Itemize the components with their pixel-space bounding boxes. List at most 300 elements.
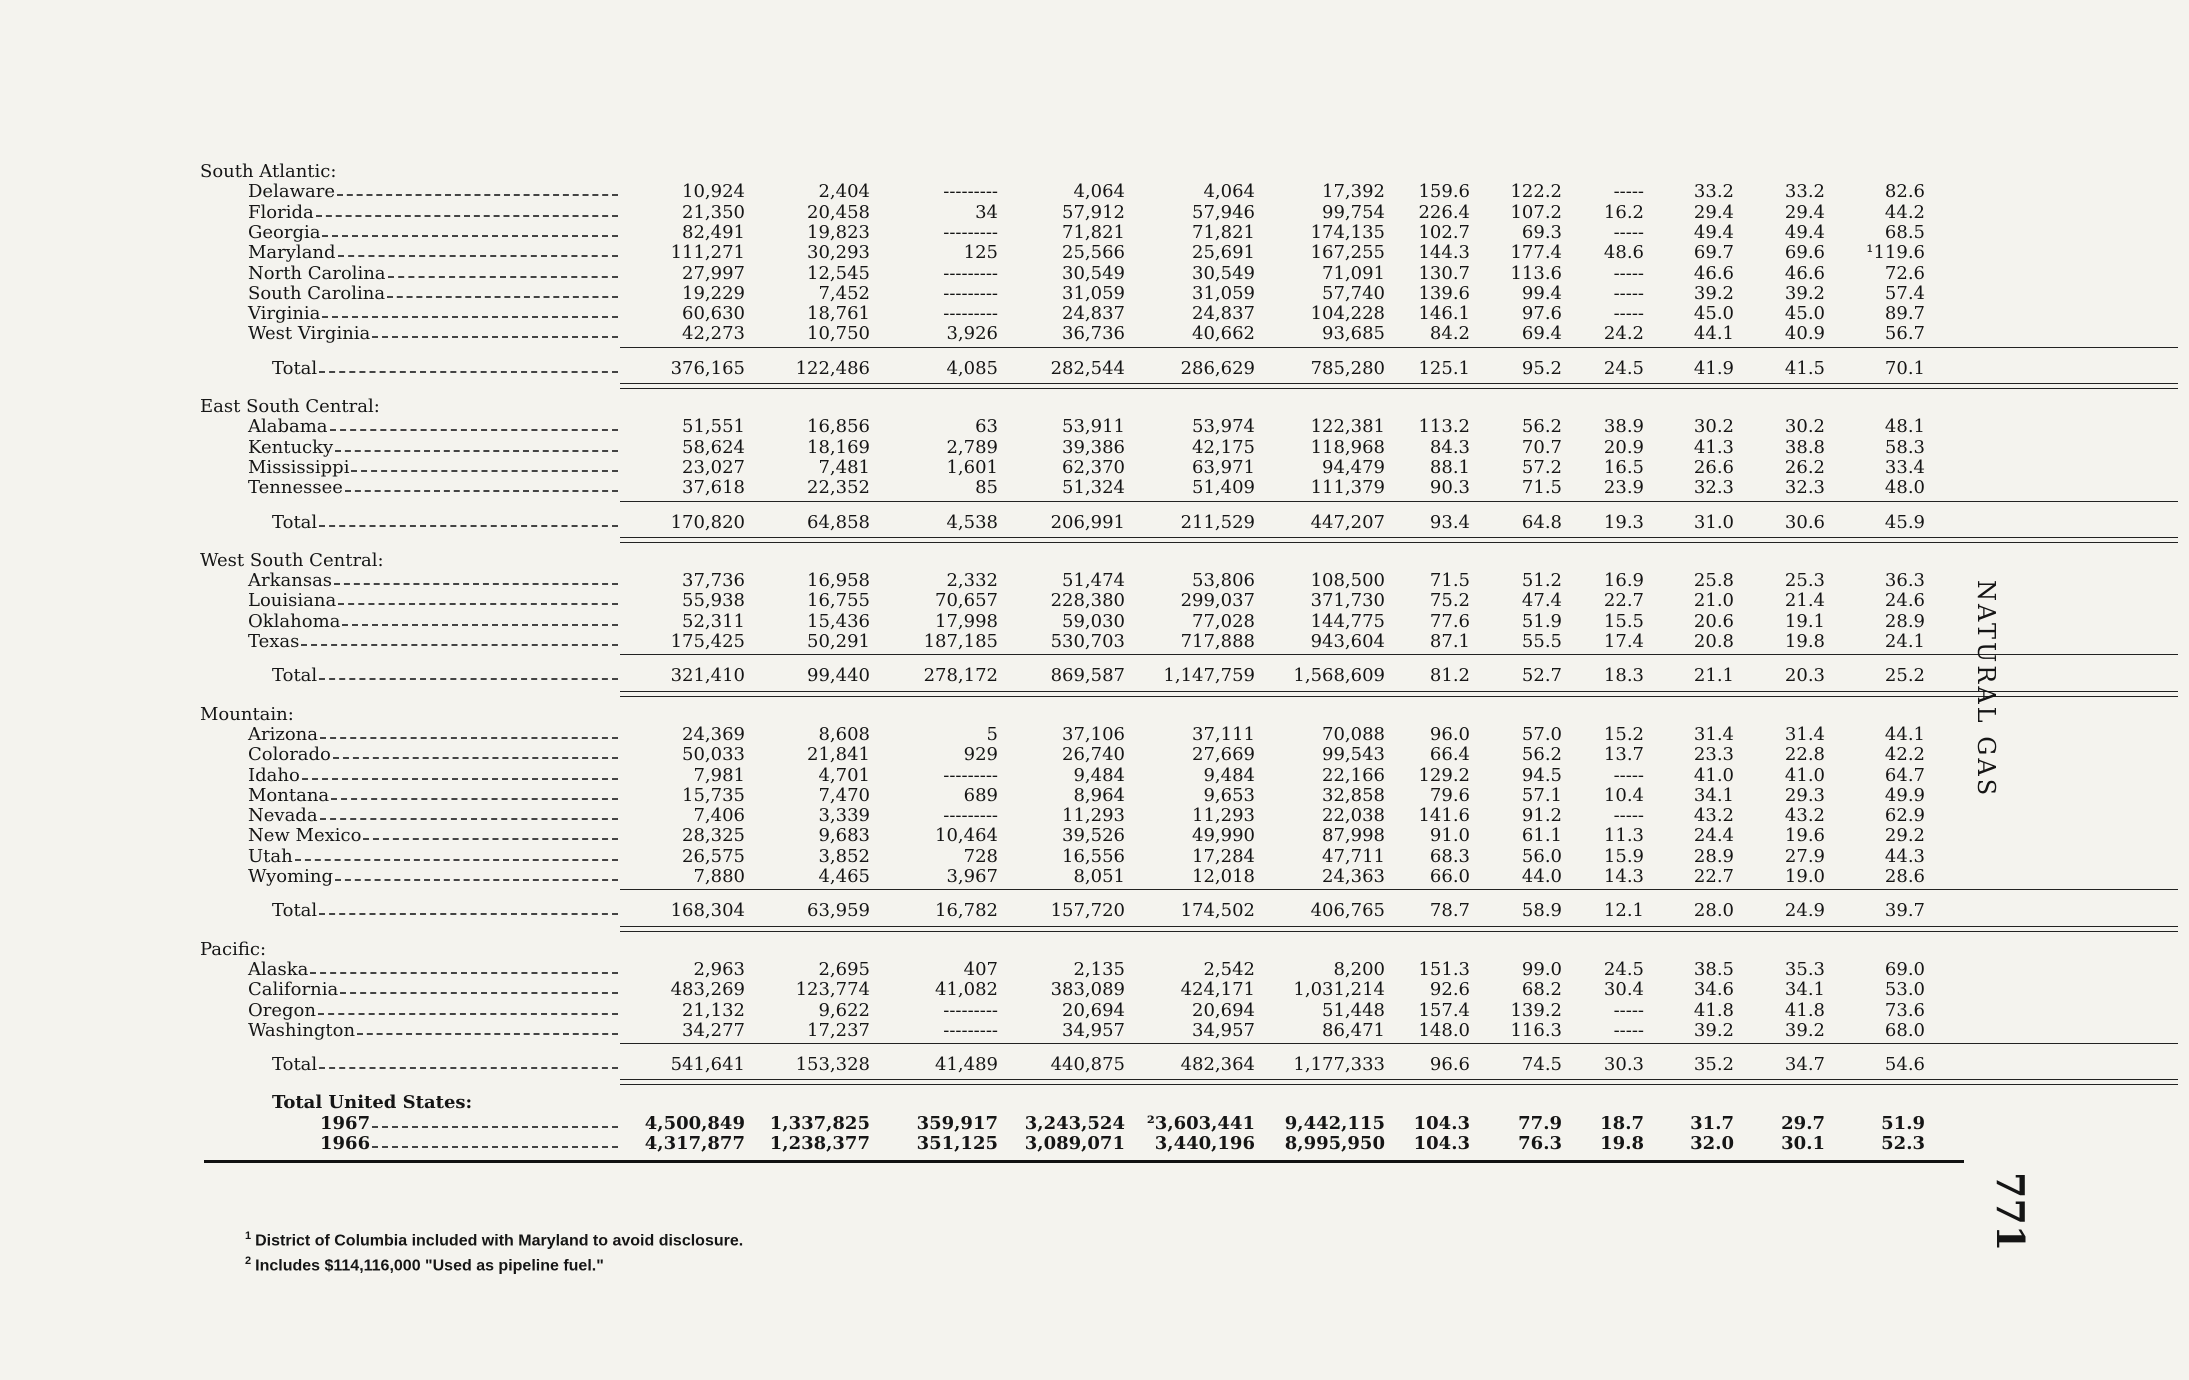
leader-dots	[320, 737, 618, 739]
table-cell: 2,332	[946, 570, 998, 592]
table-row	[200, 324, 1980, 344]
table-cell: 141.6	[1418, 805, 1470, 827]
table-cell: 122,486	[795, 357, 870, 379]
table-row	[200, 826, 1980, 846]
table-cell: 4,064	[1073, 181, 1125, 203]
table-cell: 87,998	[1322, 825, 1385, 847]
table-cell: 21.1	[1693, 665, 1734, 687]
table-cell: 31.4	[1784, 723, 1825, 745]
table-row	[200, 867, 1980, 887]
table-cell: 31,059	[1062, 282, 1125, 304]
table-cell: 44.3	[1884, 845, 1925, 867]
table-cell: 1,337,825	[769, 1112, 870, 1134]
table-cell: 37,106	[1062, 723, 1125, 745]
table-cell: 82,491	[682, 221, 745, 243]
leader-dots	[320, 818, 618, 820]
table-cell: 38.9	[1603, 416, 1644, 438]
table-cell: 57.0	[1521, 723, 1562, 745]
leader-dots	[333, 757, 618, 759]
table-cell: ---------	[943, 221, 998, 243]
table-cell: 24,837	[1192, 303, 1255, 325]
table-rule	[620, 347, 2178, 348]
row-label: Total	[272, 357, 318, 379]
table-cell: 2,135	[1073, 958, 1125, 980]
leader-dots	[302, 778, 618, 780]
table-cell: 64.7	[1884, 764, 1925, 786]
table-row	[200, 960, 1980, 980]
table-cell: 15.5	[1603, 610, 1644, 632]
table-cell: 17.4	[1603, 631, 1644, 652]
table-cell: 28.0	[1693, 900, 1734, 922]
table-cell: ---------	[943, 1019, 998, 1041]
table-cell: 8,964	[1073, 784, 1125, 806]
row-label: Total	[272, 1054, 318, 1076]
table-cell: 23.9	[1603, 477, 1644, 499]
row-label: Delaware	[248, 181, 335, 203]
row-label: 1966	[320, 1133, 371, 1154]
table-cell: 45.0	[1784, 303, 1825, 325]
table-cell: 48.0	[1884, 477, 1925, 499]
table-cell: 17,284	[1192, 845, 1255, 867]
table-cell: 174,135	[1310, 221, 1385, 243]
table-cell: 146.1	[1418, 303, 1470, 325]
table-cell: 15,735	[682, 784, 745, 806]
table-cell: 4,064	[1203, 181, 1255, 203]
table-cell: 79.6	[1429, 784, 1470, 806]
table-cell: 24.4	[1693, 825, 1734, 847]
table-cell: 41,489	[935, 1054, 998, 1076]
table-cell: 22.8	[1784, 744, 1825, 766]
table-cell: 406,765	[1310, 900, 1385, 922]
table-cell: 3,926	[946, 323, 998, 345]
table-cell: -----	[1613, 303, 1644, 325]
table-cell: 929	[963, 744, 998, 766]
table-cell: 64,858	[807, 511, 870, 533]
table-rule	[620, 691, 2178, 697]
table-cell: 99,440	[807, 665, 870, 687]
table-cell: 47,711	[1322, 845, 1385, 867]
table-cell: 34,277	[682, 1019, 745, 1041]
table-cell: 7,880	[693, 866, 745, 887]
table-cell: 49.4	[1693, 221, 1734, 243]
table-cell: 785,280	[1310, 357, 1385, 379]
table-cell: 21.4	[1784, 590, 1825, 612]
leader-dots	[319, 525, 618, 527]
table-row	[200, 182, 1980, 202]
table-cell: 37,618	[682, 477, 745, 499]
table-cell: 37,111	[1192, 723, 1255, 745]
table-cell: 34.1	[1693, 784, 1734, 806]
table-cell: 62,370	[1062, 456, 1125, 478]
section-heading: South Atlantic:	[200, 161, 337, 182]
table-cell: 102.7	[1418, 221, 1470, 243]
table-cell: ¹119.6	[1866, 242, 1925, 264]
table-cell: 24,363	[1322, 866, 1385, 887]
table-cell: 111,271	[670, 242, 745, 264]
table-cell: 8,051	[1073, 866, 1125, 887]
table-cell: 39.2	[1784, 1019, 1825, 1041]
table-cell: 70,088	[1322, 723, 1385, 745]
table-cell: 85	[975, 477, 998, 499]
table-cell: 2,963	[693, 958, 745, 980]
table-cell: 71.5	[1521, 477, 1562, 499]
table-cell: 41.0	[1784, 764, 1825, 786]
table-cell: ---------	[943, 262, 998, 284]
table-cell: 16.5	[1603, 456, 1644, 478]
table-cell: 30.2	[1784, 416, 1825, 438]
leader-dots	[319, 371, 618, 373]
section-heading: Pacific:	[200, 938, 267, 960]
table-cell: 93.4	[1429, 511, 1470, 533]
table-cell: 84.3	[1429, 436, 1470, 458]
table-cell: 71,821	[1062, 221, 1125, 243]
table-cell: 11.3	[1603, 825, 1644, 847]
leader-dots	[357, 1033, 618, 1035]
table-cell: 20.9	[1603, 436, 1644, 458]
table-cell: 39.2	[1693, 282, 1734, 304]
table-cell: 299,037	[1180, 590, 1255, 612]
table-cell: -----	[1613, 282, 1644, 304]
table-cell: 43.2	[1693, 805, 1734, 827]
row-label: Virginia	[248, 303, 321, 325]
table-cell: 26.2	[1784, 456, 1825, 478]
table-cell: 2,789	[946, 436, 998, 458]
table-cell: 11,293	[1192, 805, 1255, 827]
table-row	[200, 243, 1980, 263]
leader-dots	[342, 624, 618, 626]
table-cell: 31,059	[1192, 282, 1255, 304]
table-cell: 23,027	[682, 456, 745, 478]
table-cell: 3,852	[818, 845, 870, 867]
table-rule	[620, 926, 2178, 932]
table-cell: 82.6	[1884, 181, 1925, 203]
section-heading: West South Central:	[200, 549, 384, 571]
table-cell: 2,695	[818, 958, 870, 980]
table-cell: 1,568,609	[1293, 665, 1385, 687]
table-cell: 21,841	[807, 744, 870, 766]
table-cell: 44.1	[1693, 323, 1734, 345]
table-cell: 89.7	[1884, 303, 1925, 325]
table-cell: 34.6	[1693, 979, 1734, 1001]
table-cell: 2,404	[818, 181, 870, 203]
table-cell: 90.3	[1429, 477, 1470, 499]
table-cell: 18,169	[807, 436, 870, 458]
table-cell: 125.1	[1418, 357, 1470, 379]
table-cell: 52.7	[1521, 665, 1562, 687]
table-cell: ---------	[943, 282, 998, 304]
leader-dots	[331, 798, 618, 800]
table-cell: 19.1	[1784, 610, 1825, 632]
table-cell: 97.6	[1521, 303, 1562, 325]
row-label: Tennessee	[248, 477, 343, 499]
table-cell: ---------	[943, 764, 998, 786]
table-cell: 26,740	[1062, 744, 1125, 766]
table-rule	[620, 537, 2178, 543]
table-cell: 51,409	[1192, 477, 1255, 499]
table-cell: 1,177,333	[1293, 1054, 1385, 1076]
table-cell: 63,971	[1192, 456, 1255, 478]
table-cell: 18.3	[1603, 665, 1644, 687]
table-cell: 29.3	[1784, 784, 1825, 806]
table-cell: 24.9	[1784, 900, 1825, 922]
table-cell: 41.8	[1693, 999, 1734, 1021]
table-cell: 383,089	[1050, 979, 1125, 1001]
table-cell: 30.1	[1781, 1133, 1825, 1154]
table-cell: 95.2	[1521, 357, 1562, 379]
table-cell: 125	[963, 242, 998, 264]
table-cell: 51,324	[1062, 477, 1125, 499]
leader-dots	[338, 603, 618, 605]
table-cell: 4,538	[946, 511, 998, 533]
table-row	[200, 417, 1980, 437]
table-cell: 56.2	[1521, 416, 1562, 438]
table-cell: 943,604	[1310, 631, 1385, 652]
row-label: Kentucky	[248, 436, 334, 458]
table-cell: -----	[1613, 181, 1644, 203]
table-cell: 96.0	[1429, 723, 1470, 745]
row-label: New Mexico	[248, 825, 362, 847]
table-cell: 129.2	[1418, 764, 1470, 786]
table-row	[200, 745, 1980, 765]
table-cell: 33.4	[1884, 456, 1925, 478]
table-cell: 28.9	[1884, 610, 1925, 632]
leader-dots	[318, 1013, 618, 1015]
table-row	[200, 458, 1980, 478]
table-cell: 869,587	[1050, 665, 1125, 687]
table-cell: 74.5	[1521, 1054, 1562, 1076]
table-cell: 3,243,524	[1024, 1112, 1125, 1134]
table-cell: 41.9	[1693, 357, 1734, 379]
table-cell: 26,575	[682, 845, 745, 867]
table-cell: 15.2	[1603, 723, 1644, 745]
table-rule	[620, 501, 2178, 502]
row-label: Oregon	[248, 999, 316, 1021]
table-cell: 29.2	[1884, 825, 1925, 847]
leader-dots	[345, 490, 618, 492]
table-cell: 424,171	[1180, 979, 1255, 1001]
row-label: Arkansas	[248, 570, 333, 592]
table-cell: 29.4	[1784, 201, 1825, 223]
table-cell: 42.2	[1884, 744, 1925, 766]
row-label: North Carolina	[248, 262, 386, 284]
table-cell: 24.1	[1884, 631, 1925, 652]
total-row	[200, 513, 1980, 533]
table-row	[200, 766, 1980, 786]
table-cell: 25,566	[1062, 242, 1125, 264]
table-cell: 31.4	[1693, 723, 1734, 745]
us-total-heading: Total United States:	[272, 1092, 473, 1114]
table-cell: 187,185	[923, 631, 998, 652]
table-cell: 34	[975, 201, 998, 223]
table-cell: 46.6	[1693, 262, 1734, 284]
table-cell: 16,556	[1062, 845, 1125, 867]
footnote-1: $^1$ District of Columbia included with Maryland to avoid disclosure.	[245, 1230, 744, 1250]
table-cell: 48.1	[1884, 416, 1925, 438]
table-cell: 144.3	[1418, 242, 1470, 264]
table-cell: 28.9	[1693, 845, 1734, 867]
table-cell: 27.9	[1784, 845, 1825, 867]
table-cell: 20,458	[807, 201, 870, 223]
table-cell: 130.7	[1418, 262, 1470, 284]
table-cell: 77,028	[1192, 610, 1255, 632]
table-cell: 39,386	[1062, 436, 1125, 458]
table-cell: 16,958	[807, 570, 870, 592]
table-cell: 56.0	[1521, 845, 1562, 867]
row-label: Colorado	[248, 744, 331, 766]
table-cell: 25,691	[1192, 242, 1255, 264]
table-cell: 30.6	[1784, 511, 1825, 533]
table-cell: 4,085	[946, 357, 998, 379]
row-label: Georgia	[248, 221, 321, 243]
table-cell: 10,750	[807, 323, 870, 345]
table-cell: 49,990	[1192, 825, 1255, 847]
table-cell: 27,997	[682, 262, 745, 284]
table-cell: 7,452	[818, 282, 870, 304]
table-cell: 24,837	[1062, 303, 1125, 325]
table-cell: 211,529	[1180, 511, 1255, 533]
table-cell: 27,669	[1192, 744, 1255, 766]
leader-dots	[316, 215, 618, 217]
table-cell: 52,311	[682, 610, 745, 632]
row-label: Washington	[248, 1019, 356, 1041]
table-cell: 68.3	[1429, 845, 1470, 867]
table-cell: 34.7	[1784, 1054, 1825, 1076]
table-cell: 689	[963, 784, 998, 806]
table-cell: 32.0	[1690, 1133, 1734, 1154]
table-cell: 58.9	[1521, 900, 1562, 922]
table-cell: 19.8	[1600, 1133, 1644, 1154]
table-cell: 56.7	[1884, 323, 1925, 345]
table-cell: 42,175	[1192, 436, 1255, 458]
table-cell: 53,806	[1192, 570, 1255, 592]
table-cell: 7,470	[818, 784, 870, 806]
table-cell: 7,981	[693, 764, 745, 786]
footnote-2: $^2$ Includes $114,116,000 "Used as pipeline fuel."	[245, 1255, 604, 1275]
table-cell: 440,875	[1050, 1054, 1125, 1076]
table-cell: 12.1	[1603, 900, 1644, 922]
table-cell: -----	[1613, 262, 1644, 284]
table-cell: 8,995,950	[1284, 1133, 1385, 1154]
table-cell: 25.3	[1784, 570, 1825, 592]
table-cell: 30.3	[1603, 1054, 1644, 1076]
table-cell: 157.4	[1418, 999, 1470, 1021]
leader-dots	[330, 429, 618, 431]
table-cell: 29.4	[1693, 201, 1734, 223]
table-cell: 32.3	[1784, 477, 1825, 499]
table-cell: 55,938	[682, 590, 745, 612]
leader-dots	[319, 913, 618, 915]
table-cell: 5	[986, 723, 998, 745]
table-row	[200, 806, 1980, 826]
table-cell: 69.4	[1521, 323, 1562, 345]
leader-dots	[301, 644, 618, 646]
table-cell: 53,974	[1192, 416, 1255, 438]
table-cell: 3,440,196	[1154, 1133, 1255, 1154]
table-cell: 57,740	[1322, 282, 1385, 304]
table-cell: 84.2	[1429, 323, 1470, 345]
table-cell: 63	[975, 416, 998, 438]
table-cell: 20,694	[1192, 999, 1255, 1021]
table-cell: 16,856	[807, 416, 870, 438]
table-row	[200, 847, 1980, 867]
table-cell: 4,701	[818, 764, 870, 786]
table-rule	[620, 889, 2178, 890]
us-total-row-1966	[200, 1134, 1980, 1154]
row-label: 1967	[320, 1112, 371, 1134]
table-cell: 321,410	[670, 665, 745, 687]
table-cell: 91.0	[1429, 825, 1470, 847]
table-row	[200, 725, 1980, 745]
table-cell: 29.7	[1781, 1112, 1825, 1134]
section-heading: East South Central:	[200, 396, 380, 417]
table-cell: 25.8	[1693, 570, 1734, 592]
section-heading: Mountain:	[200, 703, 294, 725]
table-cell: 1,238,377	[769, 1133, 870, 1154]
table-cell: 51.9	[1881, 1112, 1925, 1134]
table-cell: 35.2	[1693, 1054, 1734, 1076]
table-cell: 30,549	[1062, 262, 1125, 284]
table-cell: 371,730	[1310, 590, 1385, 612]
table-cell: 19.0	[1784, 866, 1825, 887]
total-row	[200, 359, 1980, 379]
table-cell: 16.9	[1603, 570, 1644, 592]
total-row	[200, 1055, 1980, 1075]
table-cell: 96.6	[1429, 1054, 1470, 1076]
row-label: Total	[272, 511, 318, 533]
table-cell: 59,030	[1062, 610, 1125, 632]
table-cell: 22.7	[1603, 590, 1644, 612]
table-cell: 177.4	[1510, 242, 1562, 264]
table-cell: 22,352	[807, 477, 870, 499]
table-cell: -----	[1613, 221, 1644, 243]
table-cell: 69.6	[1784, 242, 1825, 264]
total-row	[200, 666, 1980, 686]
leader-dots	[351, 470, 618, 472]
table-cell: 170,820	[670, 511, 745, 533]
table-cell: 9,622	[818, 999, 870, 1021]
table-cell: 14.3	[1603, 866, 1644, 887]
table-cell: 34,957	[1062, 1019, 1125, 1041]
leader-dots	[335, 879, 618, 881]
table-cell: 19.6	[1784, 825, 1825, 847]
table-cell: 68.0	[1884, 1019, 1925, 1041]
table-cell: 3,339	[818, 805, 870, 827]
table-cell: 4,317,877	[644, 1133, 745, 1154]
table-cell: 139.6	[1418, 282, 1470, 304]
table-cell: 50,033	[682, 744, 745, 766]
table-cell: -----	[1613, 764, 1644, 786]
table-cell: 58,624	[682, 436, 745, 458]
table-cell: 31.7	[1690, 1112, 1734, 1134]
leader-dots	[388, 276, 618, 278]
table-cell: 42,273	[682, 323, 745, 345]
table-cell: 53.0	[1884, 979, 1925, 1001]
leader-dots	[322, 235, 618, 237]
table-cell: 88.1	[1429, 456, 1470, 478]
table-cell: 53,911	[1062, 416, 1125, 438]
table-cell: 66.0	[1429, 866, 1470, 887]
table-cell: 15,436	[807, 610, 870, 632]
table-cell: 75.2	[1429, 590, 1470, 612]
table-cell: -----	[1613, 805, 1644, 827]
leader-dots	[334, 583, 618, 585]
table-cell: 22,166	[1322, 764, 1385, 786]
table-cell: 57.4	[1884, 282, 1925, 304]
table-cell: 28,325	[682, 825, 745, 847]
table-cell: 55.5	[1521, 631, 1562, 652]
table-cell: 99,754	[1322, 201, 1385, 223]
table-cell: 40.9	[1784, 323, 1825, 345]
